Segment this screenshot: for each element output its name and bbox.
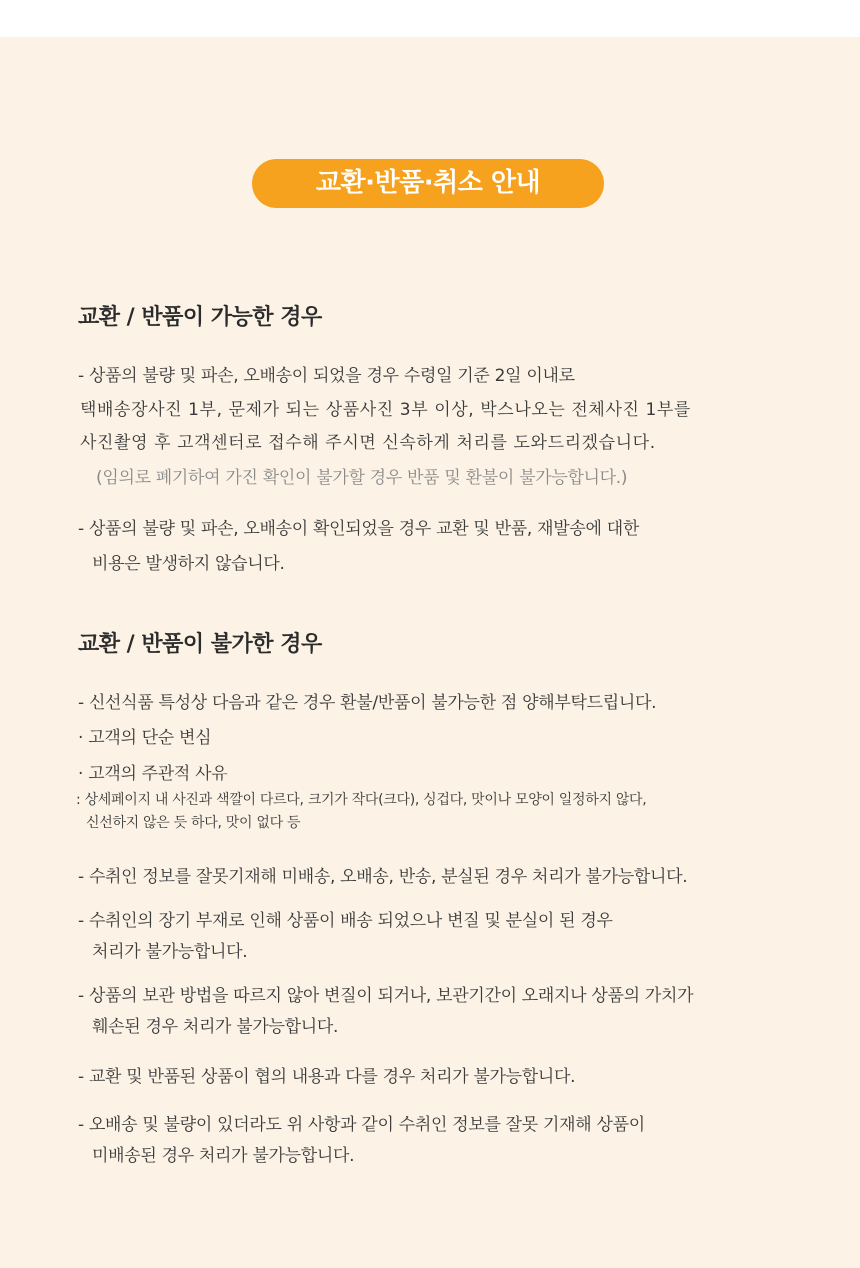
list-item: 처리가 불가능합니다. bbox=[92, 942, 248, 962]
list-item: · 고객의 주관적 사유 bbox=[78, 764, 228, 784]
list-item: - 상품의 불량 및 파손, 오배송이 되었을 경우 수령일 기준 2일 이내로 bbox=[78, 366, 575, 386]
list-item: 훼손된 경우 처리가 불가능합니다. bbox=[92, 1017, 339, 1037]
section-heading-impossible: 교환 / 반품이 불가한 경우 bbox=[78, 632, 322, 657]
page-title: 교환·반품·취소 안내 bbox=[252, 159, 604, 208]
section-heading-possible: 교환 / 반품이 가능한 경우 bbox=[78, 305, 322, 330]
list-item: - 수취인의 장기 부재로 인해 상품이 배송 되었으나 변질 및 분실이 된 경우 bbox=[78, 911, 613, 931]
list-item: 택배송장사진 1부, 문제가 되는 상품사진 3부 이상, 박스나오는 전체사진 1부를 bbox=[80, 400, 691, 420]
list-item-detail: 신선하지 않은 듯 하다, 맛이 없다 등 bbox=[86, 815, 301, 831]
list-item: 비용은 발생하지 않습니다. bbox=[92, 554, 285, 574]
list-item: - 상품의 불량 및 파손, 오배송이 확인되었을 경우 교환 및 반품, 재발송에 대한 bbox=[78, 519, 639, 539]
list-item: - 상품의 보관 방법을 따르지 않아 변질이 되거나, 보관기간이 오래지나 상품의 가치가 bbox=[78, 986, 694, 1006]
list-item: - 신선식품 특성상 다음과 같은 경우 환불/반품이 불가능한 점 양해부탁드립니다. bbox=[78, 693, 657, 713]
list-item: - 교환 및 반품된 상품이 협의 내용과 다를 경우 처리가 불가능합니다. bbox=[78, 1067, 576, 1087]
list-item-detail: : 상세페이지 내 사진과 색깔이 다르다, 크기가 작다(크다), 싱겁다, 맛이나 모양이 일정하지 않다, bbox=[76, 792, 647, 808]
list-item: - 수취인 정보를 잘못기재해 미배송, 오배송, 반송, 분실된 경우 처리가 불가능합니다. bbox=[78, 867, 688, 887]
list-item: · 고객의 단순 변심 bbox=[78, 728, 212, 748]
list-item: - 오배송 및 불량이 있더라도 위 사항과 같이 수취인 정보를 잘못 기재해 상품이 bbox=[78, 1115, 645, 1135]
note-text: (임의로 폐기하여 가진 확인이 불가할 경우 반품 및 환불이 불가능합니다.) bbox=[96, 468, 628, 488]
list-item: 미배송된 경우 처리가 불가능합니다. bbox=[92, 1146, 355, 1166]
list-item: 사진촬영 후 고객센터로 접수해 주시면 신속하게 처리를 도와드리겠습니다. bbox=[80, 433, 656, 453]
